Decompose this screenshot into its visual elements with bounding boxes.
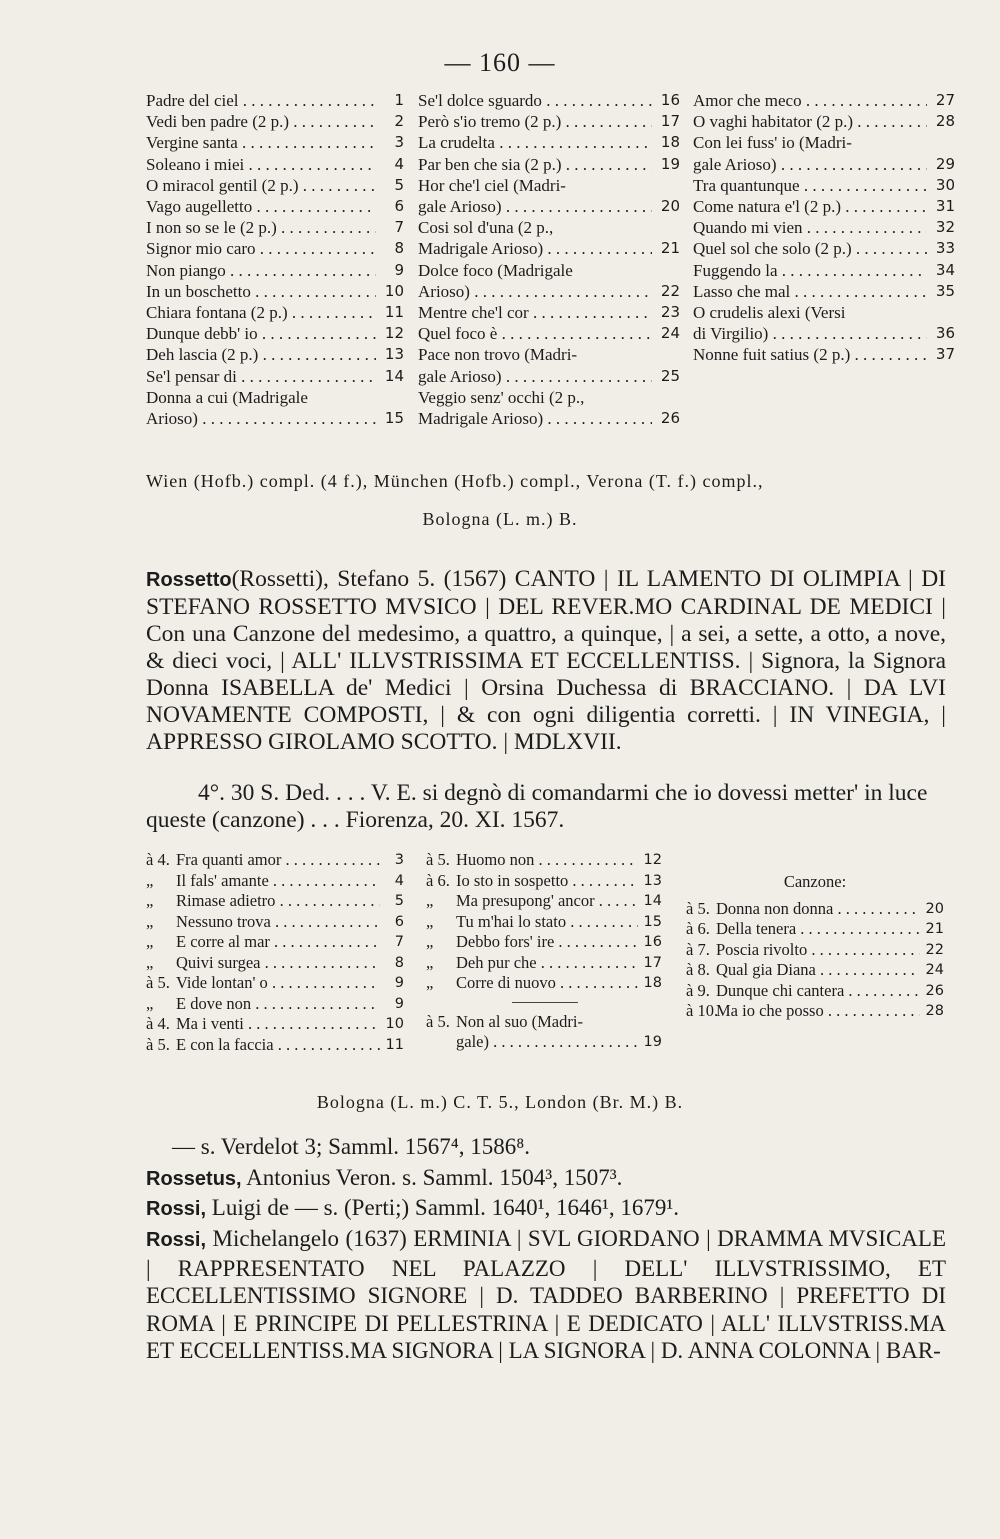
toc-entry-title: Cosi sol d'una (2 p., [418,218,554,238]
toc-entry [418,90,680,111]
toc-entry-number: 3 [394,133,404,152]
piece-number: 15 [643,913,662,930]
toc-entry [146,408,404,429]
toc-entry [693,302,955,323]
contents-table-col-1 [146,850,404,1055]
piece-title: E dove non . . . [176,994,380,1015]
contents-table-col-3 [686,872,944,1022]
toc-entry-title: Soleano i miei . . . [146,154,376,175]
toc-entry-number: 10 [384,281,404,300]
contents-row [426,932,662,953]
toc-entry-title: Arioso) . . . [146,408,376,429]
toc-entry [418,344,680,365]
library-locations-line-2: Bologna (L. m.) B. [422,509,578,529]
entry-rossi-michelangelo [146,1225,946,1385]
piece-title: Ma presupong' ancor . . . [456,891,638,912]
voice-count: „ [146,952,154,972]
toc-entry-number: 4 [394,154,404,173]
contents-row [426,973,662,994]
toc-entry [693,196,955,217]
piece-number: 17 [643,954,662,971]
voice-count: „ [146,932,154,951]
entry-rossi-luigi [146,1194,946,1224]
piece-title: Deh pur che . . . [456,953,638,974]
toc-entry [693,217,955,238]
toc-entry-title: gale Arioso) . . . [418,196,652,217]
toc-column-3 [693,90,955,366]
toc-entry-title: Se'l dolce sguardo . . . [418,90,652,111]
separator-rule [512,1002,578,1003]
piece-title: Huomo non . . . [456,850,638,871]
verdelot-line: — s. Verdelot 3; Samml. 1567⁴, 1586⁸. [172,1134,531,1159]
toc-entry [418,323,680,344]
toc-entry-title: Mentre che'l cor . . . [418,302,652,323]
voice-count: „ [146,891,154,910]
piece-number: 3 [394,852,404,868]
toc-entry-title: I non so se le (2 p.) . . . [146,217,376,238]
toc-entry-number: 6 [394,197,404,216]
toc-entry-title: gale Arioso) . . . [693,154,927,175]
toc-entry-title: di Virgilio) . . . [693,323,927,344]
toc-entry-title: Padre del ciel . . . [146,90,376,111]
voice-count: „ [426,891,434,910]
toc-entry-number: 33 [935,239,955,258]
piece-title: Il fals' amante . . . [176,871,380,892]
toc-entry-number: 13 [384,345,404,364]
toc-entry [146,238,404,259]
toc-entry-title: Vedi ben padre (2 p.) . . . [146,111,376,132]
toc-entry [418,175,680,196]
toc-entry [693,90,955,111]
toc-entry-title: Non piango . . . [146,260,376,281]
toc-column-2 [418,90,680,429]
toc-entry-number: 34 [935,260,955,279]
piece-number: 6 [394,913,404,930]
toc-entry-title: Però s'io tremo (2 p.) . . . [418,111,652,132]
toc-entry-number: 35 [935,281,955,300]
toc-entry-title: Signor mio caro . . . [146,238,376,259]
toc-entry-number: 30 [935,175,955,194]
dedication-text: 4°. 30 S. Ded. . . . V. E. si degnò di comandarmi che io dovessi metter' in luce queste (canzone) . . . Fiorenza, 20. XI. 1567. [146,780,928,833]
page-number: — 160 — [444,48,556,77]
contents-row [426,1012,662,1033]
piece-title: E con la faccia . . . [176,1035,380,1056]
toc-entry-number: 5 [394,175,404,194]
entry-text: (Rossetti), Stefano 5. (1567) CANTO | IL LAMENTO DI OLIMPIA | DI STEFANO ROSSETTO MVSICO | DEL REVER.MO CARDINAL DE MEDICI | Con una Canzone del medesimo, a quattro, a quinque, | a sei, a sette, a otto, a nove, & dieci voci, | ALL' ILLVSTRISSIMA ET ECCELLENTISS. | Signora, la Signora Donna ISABELLA de' Medici | Orsina Duchessa di BRACCIANO. | DA LVI NOVAMENTE COMPOSTI, | & con ogni diligentia corretti. | IN VINEGIA, | APPRESSO GIROLAMO SCOTTO. | MDLXVII. [146,566,946,755]
piece-number: 22 [925,941,944,958]
toc-entry-number: 19 [660,154,680,173]
toc-entry-number: 27 [935,91,955,109]
toc-entry [146,281,404,302]
toc-entry [146,260,404,281]
toc-entry [146,217,404,238]
entry-rossetus [146,1164,946,1194]
toc-entry-number: 12 [384,324,404,343]
contents-row [426,953,662,974]
piece-number: 12 [643,852,662,868]
piece-number: 4 [394,872,404,889]
toc-entry-title: Quando mi vien . . . [693,217,927,238]
toc-entry-title: O miracol gentil (2 p.) . . . [146,175,376,196]
toc-entry [146,111,404,132]
piece-number: 8 [394,954,404,971]
toc-entry [146,196,404,217]
toc-entry-number [652,175,680,196]
toc-entry-number: 37 [935,345,955,364]
toc-entry-title: O crudelis alexi (Versi [693,303,846,323]
toc-entry-number [376,387,404,408]
piece-title: Io sto in sospetto . . . [456,871,638,892]
piece-title: Poscia rivolto . . . [716,940,920,961]
contents-row [426,850,662,871]
toc-entry [146,323,404,344]
toc-entry [693,260,955,281]
toc-entry [146,387,404,408]
toc-entry-title: O vaghi habitator (2 p.) . . . [693,111,927,132]
toc-entry [418,196,680,217]
contents-row [686,1001,944,1022]
toc-entry-title: Quel foco è . . . [418,323,652,344]
toc-entry-number: 24 [660,324,680,343]
library-locations-line-3: Bologna (L. m.) C. T. 5., London (Br. M.) B. [316,1092,684,1112]
contents-row [146,871,404,892]
toc-entry [693,154,955,175]
piece-title: Rimase adietro . . . [176,891,380,912]
toc-entry [418,217,680,238]
toc-entry [418,366,680,387]
toc-entry-title: Chiara fontana (2 p.) . . . [146,302,376,323]
piece-number: 9 [394,975,404,991]
canzone-heading: Canzone: [783,872,847,891]
toc-entry [146,90,404,111]
contents-row [146,891,404,912]
toc-entry [418,132,680,153]
contents-row [146,994,404,1015]
contents-table-col-2 [426,850,662,1053]
voice-count: à 5. [686,898,710,918]
entry-name: Rossetto [146,569,232,591]
toc-entry-number: 21 [660,239,680,258]
toc-entry-title: Fuggendo la . . . [693,260,927,281]
toc-entry-number: 14 [384,366,404,385]
toc-entry-title: Quel sol che solo (2 p.) . . . [693,238,927,259]
contents-row [686,960,944,981]
voice-count: „ [426,973,434,992]
voice-count: à 10. [686,1001,719,1020]
contents-row [146,1014,404,1035]
contents-row [426,912,662,933]
piece-number: 5 [394,893,404,909]
toc-entry-number [652,387,680,408]
toc-entry-number: 16 [660,91,680,109]
toc-entry-number [652,344,680,365]
toc-entry-number: 25 [660,366,680,385]
toc-entry-number: 26 [660,409,680,428]
contents-row [686,981,944,1002]
contents-row [146,953,404,974]
entry-text: Michelangelo (1637) ERMINIA | SVL GIORDANO | DRAMMA MVSICALE | RAPPRESENTATO NEL PALAZZO | DELL' ILLVSTRISSIMO, ET ECCELLENTISSIMO SIGNORE | D. TADDEO BARBERINO | PREFETTO DI ROMA | E PRINCIPE DI PELLESTRINA | E DEDICATO | ALL' ILLVSTRISS.MA ET ECCELLENTISS.MA SIGNORA | LA SIGNORA | D. ANNA COLONNA | BAR- [146,1226,946,1363]
voice-count: à 5. [426,850,450,869]
piece-number: 19 [643,1034,662,1050]
toc-entry [693,175,955,196]
piece-title: Corre di nuovo . . . [456,973,638,994]
entry-text: Luigi de — s. (Perti;) Samml. 1640¹, 1646¹, 1679¹. [211,1195,680,1220]
toc-entry-title: La crudelta . . . [418,132,652,153]
toc-entry-number: 36 [935,324,955,343]
voice-count: à 8. [686,960,710,979]
voice-count: „ [146,911,154,931]
toc-entry-title: Vago augelletto . . . [146,196,376,217]
piece-number: 16 [643,934,662,950]
toc-entry-title: Nonne fuit satius (2 p.) . . . [693,344,927,365]
toc-entry-title: Come natura e'l (2 p.) . . . [693,196,927,217]
toc-entry [418,408,680,429]
toc-entry [146,344,404,365]
toc-entry-number: 2 [394,112,404,131]
toc-entry-title: Veggio senz' occhi (2 p., [418,387,585,407]
toc-entry-number: 11 [384,303,404,322]
contents-row [686,940,944,961]
toc-entry-title: Se'l pensar di . . . [146,366,376,387]
toc-entry-title: Arioso) . . . [418,281,652,302]
piece-title: Fra quanti amor . . . [176,850,380,871]
piece-title: Qual gia Diana . . . [716,960,920,981]
toc-entry-number: 9 [394,260,404,279]
toc-entry-title: Tra quantunque . . . [693,175,927,196]
toc-entry-number: 22 [660,281,680,300]
toc-entry [693,238,955,259]
piece-number: 20 [925,900,944,917]
toc-entry [418,281,680,302]
toc-entry-number: 28 [935,112,955,131]
piece-number: 13 [643,872,662,889]
contents-row [146,973,404,994]
contents-row [146,932,404,953]
piece-title: Donna non donna . . . [716,899,920,920]
piece-title: Tu m'hai lo stato . . . [456,912,638,933]
toc-entry-number: 18 [660,133,680,152]
contents-row [146,912,404,933]
piece-number: 7 [394,934,404,950]
toc-entry [418,302,680,323]
contents-row [146,1035,404,1056]
voice-count: „ [426,911,434,931]
piece-number: 21 [925,921,944,937]
voice-count: à 5. [146,973,170,992]
toc-entry [146,132,404,153]
toc-entry [418,260,680,281]
piece-title: Dunque chi cantera . . . [716,981,920,1002]
toc-entry-title: Amor che meco . . . [693,90,927,111]
voice-count: à 4. [146,1014,170,1033]
toc-entry-number: 15 [384,409,404,428]
voice-count: à 5. [146,1034,170,1054]
toc-entry [693,111,955,132]
toc-entry-title: Madrigale Arioso) . . . [418,408,652,429]
toc-entry-title: Lasso che mal . . . [693,281,927,302]
voice-count: à 7. [686,939,710,959]
piece-number: 18 [643,975,662,991]
contents-row [686,899,944,920]
voice-count: à 4. [146,850,170,869]
toc-entry-title: Madrigale Arioso) . . . [418,238,652,259]
toc-entry-number [652,260,680,281]
contents-row [426,891,662,912]
toc-entry-title: Hor che'l ciel (Madri- [418,175,566,195]
voice-count [426,1032,456,1053]
toc-entry-number [927,302,955,323]
toc-entry-number [927,132,955,153]
piece-number: 24 [925,962,944,978]
toc-entry-number: 29 [935,154,955,173]
contents-row [686,919,944,940]
piece-number: 10 [385,1016,404,1032]
contents-row [426,1032,662,1053]
toc-entry-number: 7 [394,218,404,237]
piece-title: Nessuno trova . . . [176,912,380,933]
piece-number: 11 [385,1036,404,1053]
toc-entry [418,111,680,132]
contents-row [426,871,662,892]
voice-count: à 6. [426,870,450,890]
piece-title: Debbo fors' ire . . . [456,932,638,953]
voice-count: „ [146,870,154,890]
piece-number [638,1012,662,1033]
toc-entry [693,344,955,365]
piece-title: Della tenera . . . [716,919,920,940]
toc-entry-title: Donna a cui (Madrigale [146,387,308,407]
piece-title: Non al suo (Madri- [456,1011,583,1031]
piece-title: Ma io che posso . . . [716,1001,920,1022]
toc-entry-number: 32 [935,218,955,237]
piece-title: Ma i venti . . . [176,1014,380,1035]
toc-entry-title: Con lei fuss' io (Madri- [693,133,852,153]
toc-entry-title: gale Arioso) . . . [418,366,652,387]
toc-entry [418,154,680,175]
toc-entry-number: 31 [935,197,955,216]
toc-entry-number: 20 [660,197,680,216]
entry-name: Rossetus, [146,1168,242,1190]
piece-title: E corre al mar . . . [176,932,380,953]
library-locations-line-1: Wien (Hofb.) compl. (4 f.), München (Hofb.) compl., Verona (T. f.) compl., [146,471,764,491]
toc-entry-title: Pace non trovo (Madri- [418,345,578,365]
piece-title: gale) . . . [456,1032,638,1053]
toc-entry-title: In un boschetto . . . [146,281,376,302]
piece-number: 26 [925,982,944,999]
toc-entry [693,323,955,344]
voice-count: „ [146,993,154,1013]
voice-count: „ [426,932,434,951]
toc-entry-title: Vergine santa . . . [146,132,376,153]
entry-name: Rossi, [146,1229,207,1251]
voice-count: à 6. [686,919,710,938]
toc-entry-number [652,217,680,238]
toc-entry [693,132,955,153]
toc-entry-number: 17 [660,112,680,131]
entry-name: Rossi, [146,1198,207,1220]
toc-entry-number: 8 [394,239,404,258]
voice-count: „ [426,952,434,972]
piece-number: 28 [925,1003,944,1019]
voice-count: à 5. [426,1011,450,1031]
toc-entry-title: Par ben che sia (2 p.) . . . [418,154,652,175]
toc-entry-title: Deh lascia (2 p.) . . . [146,344,376,365]
toc-entry [146,175,404,196]
piece-title: Quivi surgea . . . [176,953,380,974]
piece-number: 9 [394,995,404,1012]
toc-entry-number: 23 [660,303,680,322]
toc-entry-title: Dunque debb' io . . . [146,323,376,344]
toc-entry-number: 1 [394,91,404,109]
contents-row [146,850,404,871]
toc-entry [146,154,404,175]
entry-text: Antonius Veron. s. Samml. 1504³, 1507³. [246,1165,623,1190]
toc-entry [146,366,404,387]
toc-entry-title: Dolce foco (Madrigale [418,260,573,280]
toc-entry [146,302,404,323]
toc-entry [418,387,680,408]
toc-column-1 [146,90,404,429]
toc-entry [693,281,955,302]
piece-number: 14 [643,893,662,909]
toc-entry [418,238,680,259]
voice-count: à 9. [686,980,710,1000]
piece-title: Vide lontan' o . . . [176,973,380,994]
